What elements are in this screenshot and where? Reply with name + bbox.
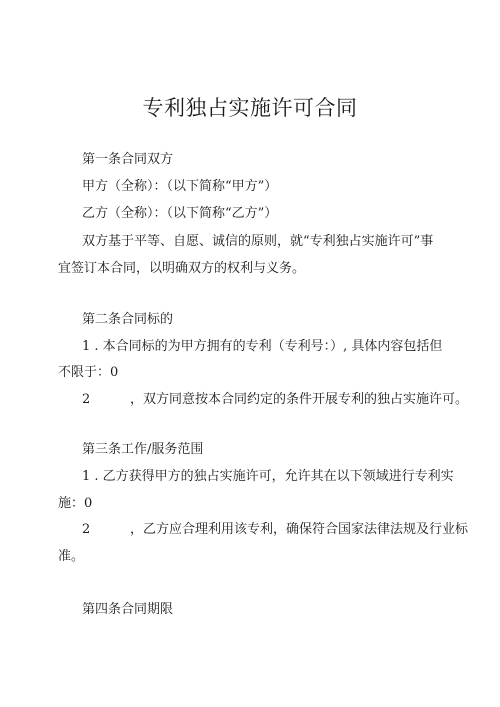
party-a-line: 甲方（全称）：（以下简称“甲方”） bbox=[82, 179, 278, 194]
section-1-paragraph-line-1: 双方基于平等、自愿、诚信的原则，就“专利独占实施许可”事 bbox=[82, 234, 434, 249]
section-4-heading: 第四条合同期限 bbox=[82, 602, 174, 617]
section-1-heading: 第一条合同双方 bbox=[82, 152, 174, 167]
section-2-item-1-line-2: 不限于：0 bbox=[58, 365, 119, 380]
party-b-line: 乙方（全称）：（以下简称“乙方”） bbox=[82, 206, 278, 221]
section-2-item-2-text: ，双方同意按本合同约定的条件开展专利的独占实施许可。 bbox=[130, 392, 469, 407]
section-2-heading: 第二条合同标的 bbox=[82, 312, 174, 327]
section-1-paragraph-line-2: 宜签订本合同，以明确双方的权利与义务。 bbox=[58, 261, 306, 276]
section-2-item-1-line-1: 1 . 本合同标的为甲方拥有的专利（专利号：）, 具体内容包括但 bbox=[82, 339, 443, 354]
section-3-item-1-line-1: 1 . 乙方获得甲方的独占实施许可，允许其在以下领域进行专利实 bbox=[82, 469, 454, 484]
document-title: 专利独占实施许可合同 bbox=[142, 96, 358, 120]
section-3-heading: 第三条工作/服务范围 bbox=[82, 442, 204, 457]
section-3-item-2-text-line-2: 准。 bbox=[58, 549, 85, 564]
section-2-item-2-number: 2 bbox=[82, 392, 91, 407]
section-3-item-2-text-line-1: ，乙方应合理利用该专利，确保符合国家法律法规及行业标 bbox=[130, 522, 469, 537]
section-3-item-2-number: 2 bbox=[82, 522, 91, 537]
section-3-item-1-line-2: 施：0 bbox=[58, 496, 93, 511]
